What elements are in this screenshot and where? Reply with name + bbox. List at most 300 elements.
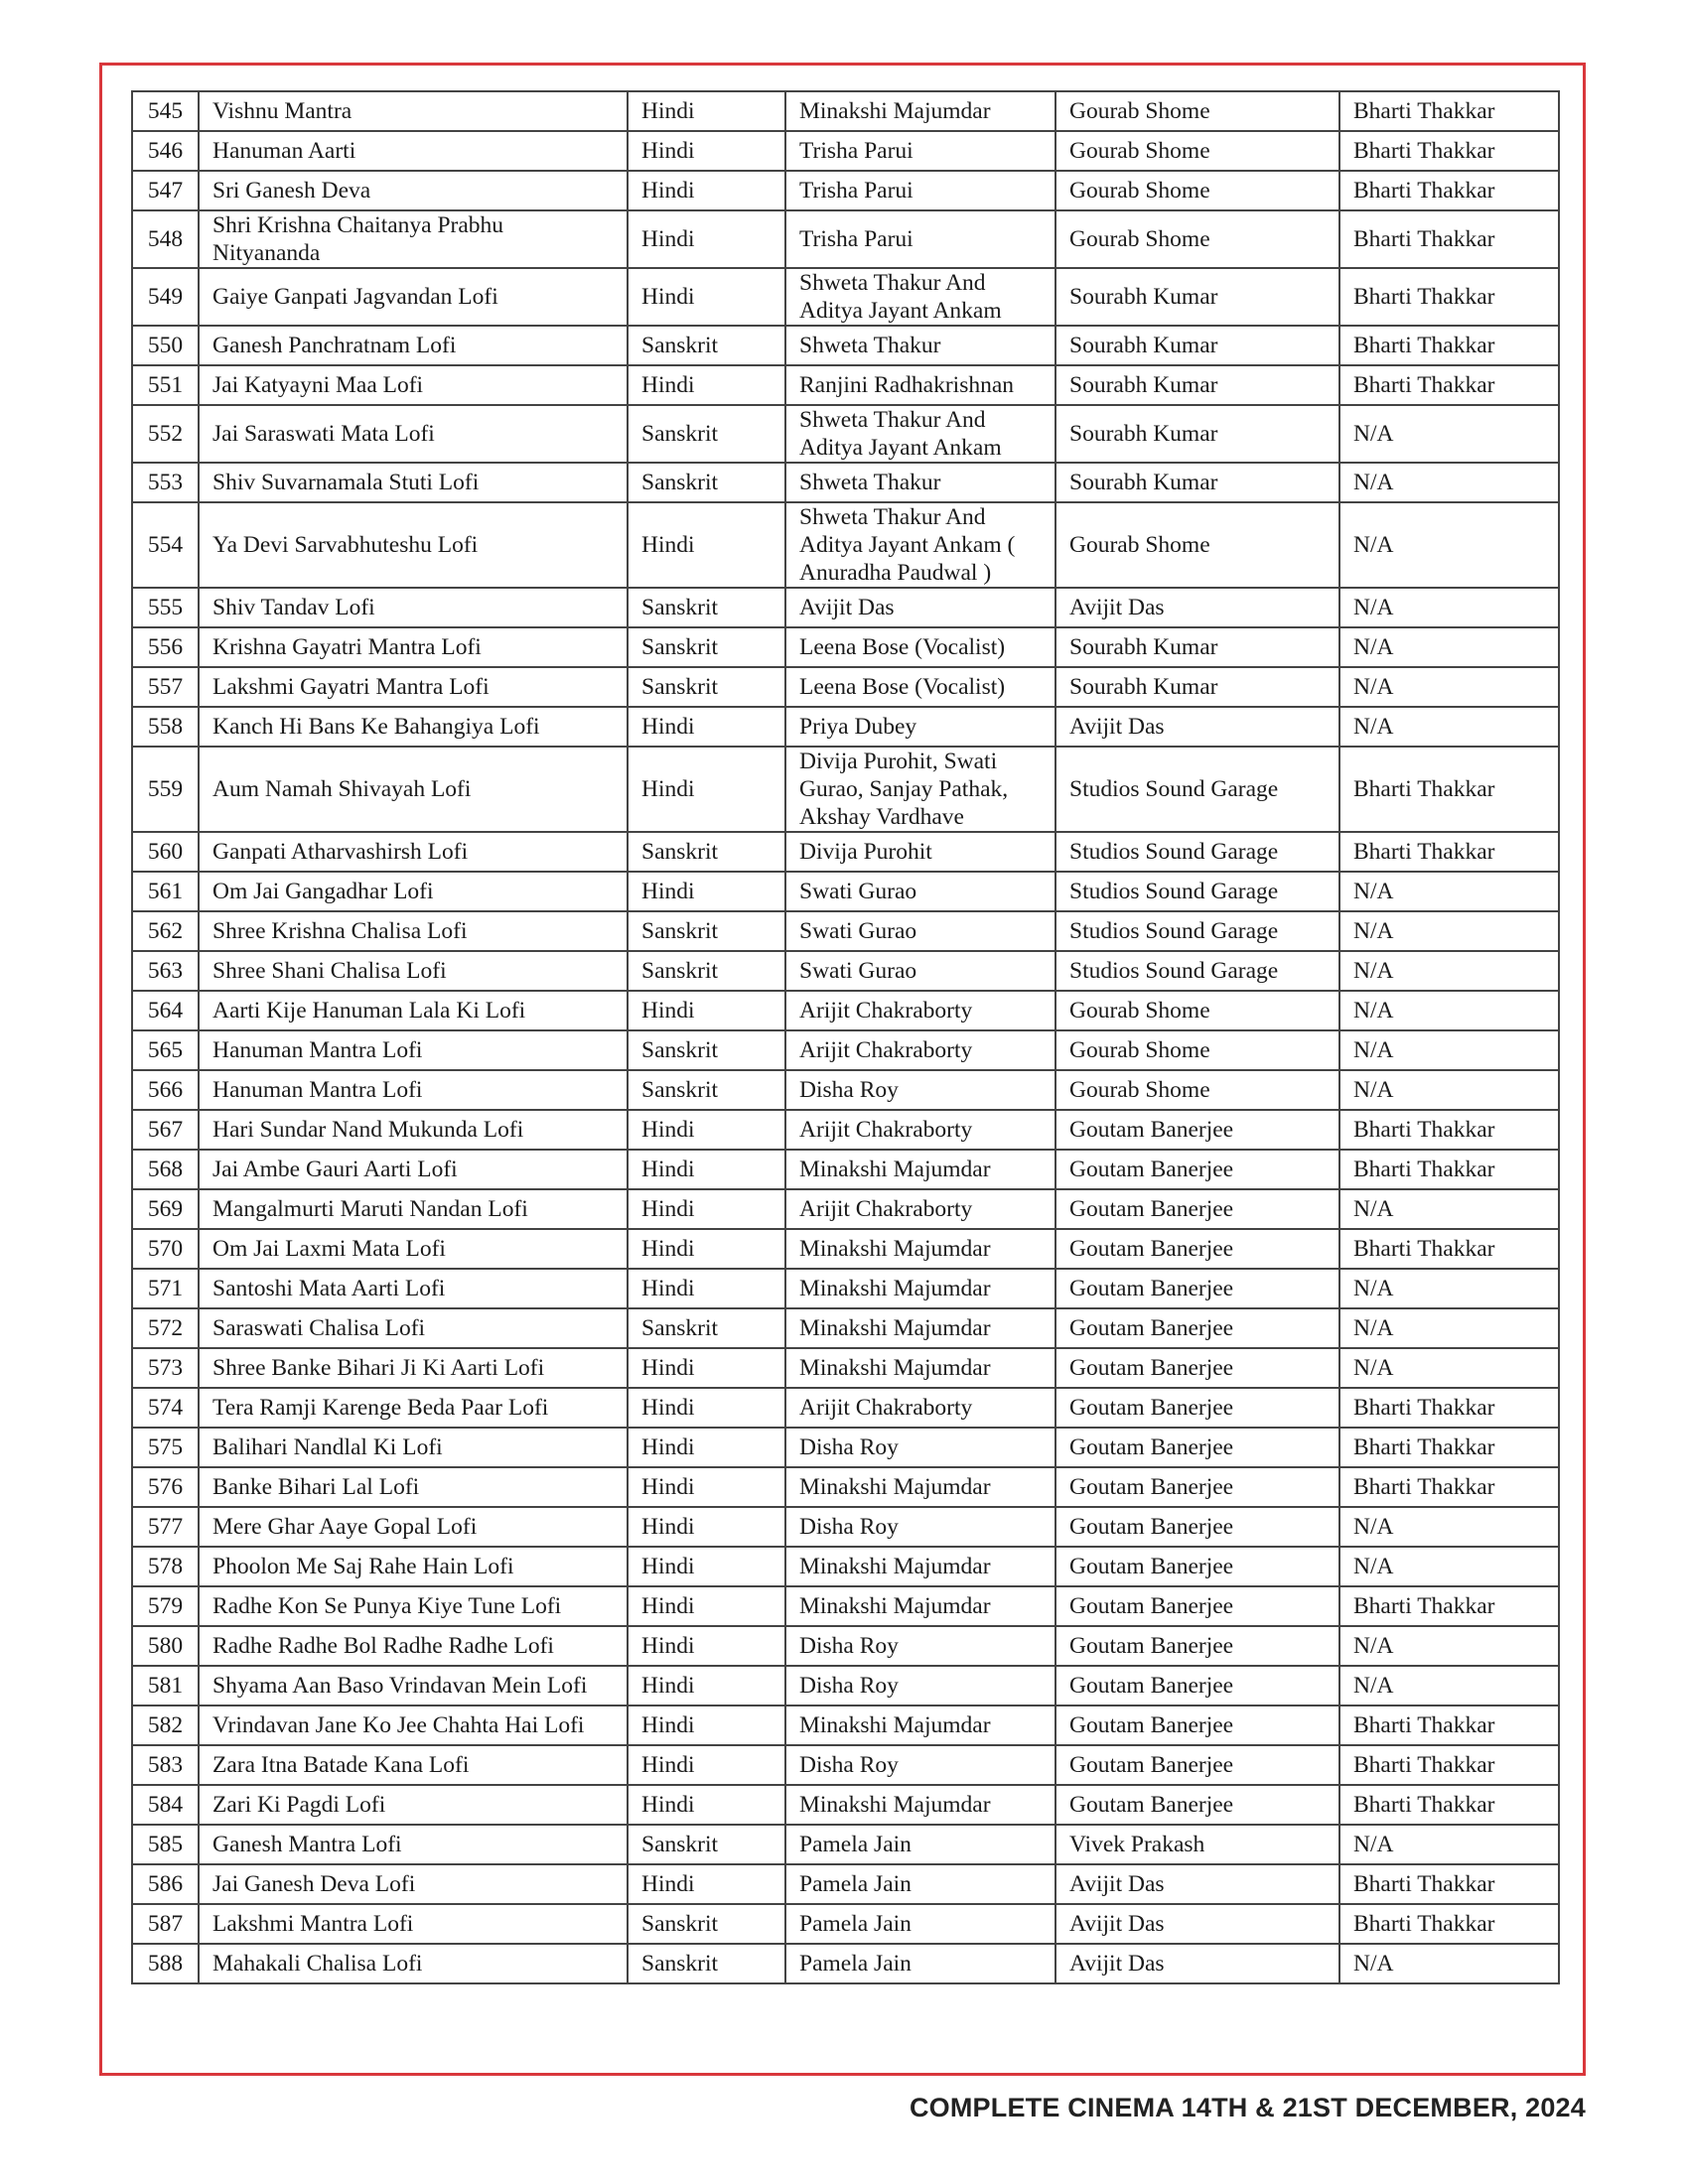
table-row bbox=[132, 365, 1559, 405]
language-cell: Sanskrit bbox=[628, 588, 785, 627]
song-title-cell: Jai Ganesh Deva Lofi bbox=[199, 1864, 628, 1904]
lyricist-cell: N/A bbox=[1339, 1626, 1559, 1666]
singer-cell: Leena Bose (Vocalist) bbox=[785, 627, 1055, 667]
table-row bbox=[132, 1388, 1559, 1428]
music-director-cell: Goutam Banerjee bbox=[1055, 1666, 1339, 1706]
singer-cell: Disha Roy bbox=[785, 1070, 1055, 1110]
music-director-cell: Sourabh Kumar bbox=[1055, 326, 1339, 365]
song-title-cell: Zari Ki Pagdi Lofi bbox=[199, 1785, 628, 1825]
language-cell: Sanskrit bbox=[628, 405, 785, 463]
language-cell: Hindi bbox=[628, 268, 785, 326]
music-director-cell: Sourabh Kumar bbox=[1055, 405, 1339, 463]
language-cell: Hindi bbox=[628, 1467, 785, 1507]
table-row bbox=[132, 991, 1559, 1030]
table-row bbox=[132, 91, 1559, 131]
singer-cell: Minakshi Majumdar bbox=[785, 1229, 1055, 1269]
language-cell: Sanskrit bbox=[628, 463, 785, 502]
language-cell: Hindi bbox=[628, 502, 785, 588]
language-cell: Hindi bbox=[628, 1229, 785, 1269]
table-row bbox=[132, 463, 1559, 502]
language-cell: Hindi bbox=[628, 1626, 785, 1666]
singer-cell: Trisha Parui bbox=[785, 131, 1055, 171]
language-cell: Sanskrit bbox=[628, 832, 785, 872]
serial-number-cell: 585 bbox=[132, 1825, 199, 1864]
serial-number-cell: 581 bbox=[132, 1666, 199, 1706]
music-director-cell: Studios Sound Garage bbox=[1055, 951, 1339, 991]
serial-number-cell: 563 bbox=[132, 951, 199, 991]
lyricist-cell: N/A bbox=[1339, 1348, 1559, 1388]
table-row bbox=[132, 588, 1559, 627]
music-director-cell: Gourab Shome bbox=[1055, 91, 1339, 131]
song-title-cell: Krishna Gayatri Mantra Lofi bbox=[199, 627, 628, 667]
music-director-cell: Avijit Das bbox=[1055, 1944, 1339, 1983]
serial-number-cell: 573 bbox=[132, 1348, 199, 1388]
table-row bbox=[132, 667, 1559, 707]
singer-cell: Minakshi Majumdar bbox=[785, 1785, 1055, 1825]
music-director-cell: Studios Sound Garage bbox=[1055, 911, 1339, 951]
language-cell: Hindi bbox=[628, 1269, 785, 1308]
lyricist-cell: N/A bbox=[1339, 1189, 1559, 1229]
serial-number-cell: 584 bbox=[132, 1785, 199, 1825]
singer-cell: Arijit Chakraborty bbox=[785, 1189, 1055, 1229]
lyricist-cell: Bharti Thakkar bbox=[1339, 91, 1559, 131]
table-row bbox=[132, 951, 1559, 991]
table-row bbox=[132, 326, 1559, 365]
lyricist-cell: N/A bbox=[1339, 1070, 1559, 1110]
lyricist-cell: Bharti Thakkar bbox=[1339, 1467, 1559, 1507]
music-director-cell: Sourabh Kumar bbox=[1055, 667, 1339, 707]
singer-cell: Shweta Thakur And Aditya Jayant Ankam bbox=[785, 268, 1055, 326]
language-cell: Sanskrit bbox=[628, 951, 785, 991]
song-title-cell: Balihari Nandlal Ki Lofi bbox=[199, 1428, 628, 1467]
table-row bbox=[132, 1428, 1559, 1467]
language-cell: Hindi bbox=[628, 991, 785, 1030]
lyricist-cell: N/A bbox=[1339, 463, 1559, 502]
serial-number-cell: 560 bbox=[132, 832, 199, 872]
lyricist-cell: Bharti Thakkar bbox=[1339, 1229, 1559, 1269]
song-title-cell: Shree Krishna Chalisa Lofi bbox=[199, 911, 628, 951]
song-title-cell: Vrindavan Jane Ko Jee Chahta Hai Lofi bbox=[199, 1706, 628, 1745]
singer-cell: Trisha Parui bbox=[785, 210, 1055, 268]
lyricist-cell: N/A bbox=[1339, 707, 1559, 747]
serial-number-cell: 564 bbox=[132, 991, 199, 1030]
music-director-cell: Sourabh Kumar bbox=[1055, 463, 1339, 502]
lyricist-cell: N/A bbox=[1339, 1269, 1559, 1308]
table-row bbox=[132, 1666, 1559, 1706]
song-title-cell: Shree Banke Bihari Ji Ki Aarti Lofi bbox=[199, 1348, 628, 1388]
music-director-cell: Avijit Das bbox=[1055, 1864, 1339, 1904]
serial-number-cell: 565 bbox=[132, 1030, 199, 1070]
table-row bbox=[132, 1706, 1559, 1745]
singer-cell: Minakshi Majumdar bbox=[785, 1467, 1055, 1507]
lyricist-cell: N/A bbox=[1339, 1666, 1559, 1706]
singer-cell: Avijit Das bbox=[785, 588, 1055, 627]
music-director-cell: Sourabh Kumar bbox=[1055, 268, 1339, 326]
language-cell: Hindi bbox=[628, 91, 785, 131]
lyricist-cell: Bharti Thakkar bbox=[1339, 365, 1559, 405]
singer-cell: Minakshi Majumdar bbox=[785, 1348, 1055, 1388]
serial-number-cell: 558 bbox=[132, 707, 199, 747]
language-cell: Sanskrit bbox=[628, 627, 785, 667]
language-cell: Hindi bbox=[628, 1150, 785, 1189]
language-cell: Sanskrit bbox=[628, 1904, 785, 1944]
language-cell: Hindi bbox=[628, 1507, 785, 1547]
singer-cell: Priya Dubey bbox=[785, 707, 1055, 747]
music-director-cell: Goutam Banerjee bbox=[1055, 1348, 1339, 1388]
song-title-cell: Hanuman Mantra Lofi bbox=[199, 1070, 628, 1110]
serial-number-cell: 550 bbox=[132, 326, 199, 365]
table-row bbox=[132, 268, 1559, 326]
song-title-cell: Shree Shani Chalisa Lofi bbox=[199, 951, 628, 991]
music-director-cell: Studios Sound Garage bbox=[1055, 747, 1339, 832]
singer-cell: Disha Roy bbox=[785, 1428, 1055, 1467]
singer-cell: Minakshi Majumdar bbox=[785, 91, 1055, 131]
song-title-cell: Mahakali Chalisa Lofi bbox=[199, 1944, 628, 1983]
lyricist-cell: N/A bbox=[1339, 1030, 1559, 1070]
table-row bbox=[132, 1467, 1559, 1507]
table-row bbox=[132, 1308, 1559, 1348]
song-title-cell: Lakshmi Mantra Lofi bbox=[199, 1904, 628, 1944]
language-cell: Hindi bbox=[628, 131, 785, 171]
singer-cell: Arijit Chakraborty bbox=[785, 991, 1055, 1030]
singer-cell: Shweta Thakur And Aditya Jayant Ankam bbox=[785, 405, 1055, 463]
lyricist-cell: N/A bbox=[1339, 667, 1559, 707]
song-title-cell: Radhe Kon Se Punya Kiye Tune Lofi bbox=[199, 1586, 628, 1626]
lyricist-cell: N/A bbox=[1339, 1308, 1559, 1348]
table-row bbox=[132, 131, 1559, 171]
language-cell: Sanskrit bbox=[628, 1070, 785, 1110]
music-director-cell: Gourab Shome bbox=[1055, 171, 1339, 210]
music-director-cell: Goutam Banerjee bbox=[1055, 1745, 1339, 1785]
song-title-cell: Shri Krishna Chaitanya Prabhu Nityananda bbox=[199, 210, 628, 268]
song-title-cell: Kanch Hi Bans Ke Bahangiya Lofi bbox=[199, 707, 628, 747]
language-cell: Sanskrit bbox=[628, 1825, 785, 1864]
singer-cell: Shweta Thakur And Aditya Jayant Ankam ( Anuradha Paudwal ) bbox=[785, 502, 1055, 588]
song-title-cell: Ganpati Atharvashirsh Lofi bbox=[199, 832, 628, 872]
lyricist-cell: N/A bbox=[1339, 1944, 1559, 1983]
serial-number-cell: 574 bbox=[132, 1388, 199, 1428]
language-cell: Hindi bbox=[628, 1428, 785, 1467]
serial-number-cell: 578 bbox=[132, 1547, 199, 1586]
music-director-cell: Gourab Shome bbox=[1055, 1070, 1339, 1110]
table-row bbox=[132, 1269, 1559, 1308]
serial-number-cell: 546 bbox=[132, 131, 199, 171]
song-title-cell: Ganesh Panchratnam Lofi bbox=[199, 326, 628, 365]
table-row bbox=[132, 1070, 1559, 1110]
singer-cell: Disha Roy bbox=[785, 1626, 1055, 1666]
serial-number-cell: 559 bbox=[132, 747, 199, 832]
music-director-cell: Gourab Shome bbox=[1055, 210, 1339, 268]
lyricist-cell: Bharti Thakkar bbox=[1339, 326, 1559, 365]
song-title-cell: Santoshi Mata Aarti Lofi bbox=[199, 1269, 628, 1308]
singer-cell: Pamela Jain bbox=[785, 1944, 1055, 1983]
language-cell: Hindi bbox=[628, 1388, 785, 1428]
serial-number-cell: 569 bbox=[132, 1189, 199, 1229]
lyricist-cell: Bharti Thakkar bbox=[1339, 210, 1559, 268]
song-title-cell: Ganesh Mantra Lofi bbox=[199, 1825, 628, 1864]
table-row bbox=[132, 1785, 1559, 1825]
song-title-cell: Radhe Radhe Bol Radhe Radhe Lofi bbox=[199, 1626, 628, 1666]
serial-number-cell: 582 bbox=[132, 1706, 199, 1745]
singer-cell: Disha Roy bbox=[785, 1507, 1055, 1547]
song-title-cell: Jai Saraswati Mata Lofi bbox=[199, 405, 628, 463]
serial-number-cell: 577 bbox=[132, 1507, 199, 1547]
language-cell: Sanskrit bbox=[628, 911, 785, 951]
music-director-cell: Goutam Banerjee bbox=[1055, 1706, 1339, 1745]
music-director-cell: Goutam Banerjee bbox=[1055, 1785, 1339, 1825]
serial-number-cell: 566 bbox=[132, 1070, 199, 1110]
singer-cell: Pamela Jain bbox=[785, 1864, 1055, 1904]
song-title-cell: Shiv Tandav Lofi bbox=[199, 588, 628, 627]
song-title-cell: Ya Devi Sarvabhuteshu Lofi bbox=[199, 502, 628, 588]
serial-number-cell: 572 bbox=[132, 1308, 199, 1348]
singer-cell: Minakshi Majumdar bbox=[785, 1269, 1055, 1308]
lyricist-cell: Bharti Thakkar bbox=[1339, 1864, 1559, 1904]
singer-cell: Ranjini Radhakrishnan bbox=[785, 365, 1055, 405]
language-cell: Hindi bbox=[628, 1586, 785, 1626]
serial-number-cell: 580 bbox=[132, 1626, 199, 1666]
music-director-cell: Goutam Banerjee bbox=[1055, 1150, 1339, 1189]
serial-number-cell: 556 bbox=[132, 627, 199, 667]
language-cell: Hindi bbox=[628, 1864, 785, 1904]
serial-number-cell: 548 bbox=[132, 210, 199, 268]
language-cell: Hindi bbox=[628, 1745, 785, 1785]
serial-number-cell: 555 bbox=[132, 588, 199, 627]
lyricist-cell: Bharti Thakkar bbox=[1339, 1904, 1559, 1944]
lyricist-cell: Bharti Thakkar bbox=[1339, 1706, 1559, 1745]
singer-cell: Shweta Thakur bbox=[785, 326, 1055, 365]
music-director-cell: Goutam Banerjee bbox=[1055, 1388, 1339, 1428]
music-director-cell: Avijit Das bbox=[1055, 1904, 1339, 1944]
table-row bbox=[132, 405, 1559, 463]
singer-cell: Trisha Parui bbox=[785, 171, 1055, 210]
serial-number-cell: 588 bbox=[132, 1944, 199, 1983]
serial-number-cell: 562 bbox=[132, 911, 199, 951]
music-director-cell: Studios Sound Garage bbox=[1055, 832, 1339, 872]
song-title-cell: Hanuman Mantra Lofi bbox=[199, 1030, 628, 1070]
language-cell: Sanskrit bbox=[628, 1030, 785, 1070]
language-cell: Sanskrit bbox=[628, 326, 785, 365]
song-title-cell: Tera Ramji Karenge Beda Paar Lofi bbox=[199, 1388, 628, 1428]
singer-cell: Minakshi Majumdar bbox=[785, 1547, 1055, 1586]
song-title-cell: Om Jai Laxmi Mata Lofi bbox=[199, 1229, 628, 1269]
singer-cell: Arijit Chakraborty bbox=[785, 1030, 1055, 1070]
singer-cell: Disha Roy bbox=[785, 1666, 1055, 1706]
song-title-cell: Gaiye Ganpati Jagvandan Lofi bbox=[199, 268, 628, 326]
music-director-cell: Goutam Banerjee bbox=[1055, 1110, 1339, 1150]
table-row bbox=[132, 747, 1559, 832]
music-director-cell: Vivek Prakash bbox=[1055, 1825, 1339, 1864]
table-row bbox=[132, 1745, 1559, 1785]
singer-cell: Minakshi Majumdar bbox=[785, 1150, 1055, 1189]
serial-number-cell: 561 bbox=[132, 872, 199, 911]
song-title-cell: Zara Itna Batade Kana Lofi bbox=[199, 1745, 628, 1785]
singer-cell: Arijit Chakraborty bbox=[785, 1388, 1055, 1428]
table-row bbox=[132, 171, 1559, 210]
music-director-cell: Goutam Banerjee bbox=[1055, 1308, 1339, 1348]
music-director-cell: Avijit Das bbox=[1055, 588, 1339, 627]
music-director-cell: Goutam Banerjee bbox=[1055, 1428, 1339, 1467]
song-title-cell: Hanuman Aarti bbox=[199, 131, 628, 171]
music-director-cell: Goutam Banerjee bbox=[1055, 1269, 1339, 1308]
table-row bbox=[132, 1944, 1559, 1983]
lyricist-cell: Bharti Thakkar bbox=[1339, 1150, 1559, 1189]
lyricist-cell: Bharti Thakkar bbox=[1339, 832, 1559, 872]
singer-cell: Minakshi Majumdar bbox=[785, 1706, 1055, 1745]
song-title-cell: Lakshmi Gayatri Mantra Lofi bbox=[199, 667, 628, 707]
lyricist-cell: Bharti Thakkar bbox=[1339, 1388, 1559, 1428]
song-title-cell: Hari Sundar Nand Mukunda Lofi bbox=[199, 1110, 628, 1150]
singer-cell: Pamela Jain bbox=[785, 1904, 1055, 1944]
music-director-cell: Goutam Banerjee bbox=[1055, 1229, 1339, 1269]
singer-cell: Swati Gurao bbox=[785, 951, 1055, 991]
serial-number-cell: 552 bbox=[132, 405, 199, 463]
table-row bbox=[132, 1864, 1559, 1904]
music-director-cell: Sourabh Kumar bbox=[1055, 627, 1339, 667]
music-director-cell: Goutam Banerjee bbox=[1055, 1586, 1339, 1626]
lyricist-cell: Bharti Thakkar bbox=[1339, 747, 1559, 832]
table-row bbox=[132, 210, 1559, 268]
table-row bbox=[132, 1626, 1559, 1666]
singer-cell: Arijit Chakraborty bbox=[785, 1110, 1055, 1150]
language-cell: Hindi bbox=[628, 1785, 785, 1825]
serial-number-cell: 571 bbox=[132, 1269, 199, 1308]
table-row bbox=[132, 1507, 1559, 1547]
language-cell: Hindi bbox=[628, 210, 785, 268]
table-row bbox=[132, 1904, 1559, 1944]
language-cell: Hindi bbox=[628, 1189, 785, 1229]
serial-number-cell: 545 bbox=[132, 91, 199, 131]
lyricist-cell: N/A bbox=[1339, 872, 1559, 911]
language-cell: Hindi bbox=[628, 1348, 785, 1388]
lyricist-cell: N/A bbox=[1339, 405, 1559, 463]
serial-number-cell: 557 bbox=[132, 667, 199, 707]
song-title-cell: Om Jai Gangadhar Lofi bbox=[199, 872, 628, 911]
serial-number-cell: 568 bbox=[132, 1150, 199, 1189]
singer-cell: Leena Bose (Vocalist) bbox=[785, 667, 1055, 707]
lyricist-cell: Bharti Thakkar bbox=[1339, 1586, 1559, 1626]
singer-cell: Swati Gurao bbox=[785, 872, 1055, 911]
serial-number-cell: 583 bbox=[132, 1745, 199, 1785]
language-cell: Hindi bbox=[628, 365, 785, 405]
footer-publication-line: COMPLETE CINEMA 14TH & 21ST DECEMBER, 2024 bbox=[909, 2093, 1586, 2122]
lyricist-cell: N/A bbox=[1339, 911, 1559, 951]
singer-cell: Minakshi Majumdar bbox=[785, 1586, 1055, 1626]
music-director-cell: Goutam Banerjee bbox=[1055, 1547, 1339, 1586]
song-title-cell: Jai Ambe Gauri Aarti Lofi bbox=[199, 1150, 628, 1189]
lyricist-cell: Bharti Thakkar bbox=[1339, 1110, 1559, 1150]
song-title-cell: Phoolon Me Saj Rahe Hain Lofi bbox=[199, 1547, 628, 1586]
song-title-cell: Mangalmurti Maruti Nandan Lofi bbox=[199, 1189, 628, 1229]
table-row bbox=[132, 502, 1559, 588]
music-director-cell: Gourab Shome bbox=[1055, 1030, 1339, 1070]
language-cell: Hindi bbox=[628, 171, 785, 210]
singer-cell: Minakshi Majumdar bbox=[785, 1308, 1055, 1348]
table-row bbox=[132, 1110, 1559, 1150]
singer-cell: Swati Gurao bbox=[785, 911, 1055, 951]
table-row bbox=[132, 707, 1559, 747]
music-director-cell: Gourab Shome bbox=[1055, 991, 1339, 1030]
music-director-cell: Avijit Das bbox=[1055, 707, 1339, 747]
serial-number-cell: 587 bbox=[132, 1904, 199, 1944]
music-director-cell: Gourab Shome bbox=[1055, 131, 1339, 171]
serial-number-cell: 576 bbox=[132, 1467, 199, 1507]
music-director-cell: Goutam Banerjee bbox=[1055, 1189, 1339, 1229]
table-row bbox=[132, 627, 1559, 667]
lyricist-cell: N/A bbox=[1339, 991, 1559, 1030]
lyricist-cell: Bharti Thakkar bbox=[1339, 1745, 1559, 1785]
lyricist-cell: N/A bbox=[1339, 502, 1559, 588]
song-title-cell: Aum Namah Shivayah Lofi bbox=[199, 747, 628, 832]
table-row bbox=[132, 872, 1559, 911]
language-cell: Sanskrit bbox=[628, 1944, 785, 1983]
language-cell: Hindi bbox=[628, 1110, 785, 1150]
table-row bbox=[132, 1030, 1559, 1070]
music-director-cell: Sourabh Kumar bbox=[1055, 365, 1339, 405]
language-cell: Hindi bbox=[628, 707, 785, 747]
song-title-cell: Sri Ganesh Deva bbox=[199, 171, 628, 210]
song-title-cell: Aarti Kije Hanuman Lala Ki Lofi bbox=[199, 991, 628, 1030]
music-director-cell: Goutam Banerjee bbox=[1055, 1507, 1339, 1547]
song-table-body bbox=[132, 91, 1559, 1983]
table-row bbox=[132, 832, 1559, 872]
song-title-cell: Jai Katyayni Maa Lofi bbox=[199, 365, 628, 405]
serial-number-cell: 554 bbox=[132, 502, 199, 588]
song-title-cell: Shyama Aan Baso Vrindavan Mein Lofi bbox=[199, 1666, 628, 1706]
lyricist-cell: N/A bbox=[1339, 1825, 1559, 1864]
song-title-cell: Mere Ghar Aaye Gopal Lofi bbox=[199, 1507, 628, 1547]
language-cell: Hindi bbox=[628, 1666, 785, 1706]
serial-number-cell: 586 bbox=[132, 1864, 199, 1904]
song-table bbox=[131, 90, 1560, 1984]
music-director-cell: Goutam Banerjee bbox=[1055, 1467, 1339, 1507]
table-row bbox=[132, 911, 1559, 951]
table-row bbox=[132, 1825, 1559, 1864]
table-row bbox=[132, 1348, 1559, 1388]
song-title-cell: Saraswati Chalisa Lofi bbox=[199, 1308, 628, 1348]
song-title-cell: Shiv Suvarnamala Stuti Lofi bbox=[199, 463, 628, 502]
serial-number-cell: 567 bbox=[132, 1110, 199, 1150]
music-director-cell: Studios Sound Garage bbox=[1055, 872, 1339, 911]
lyricist-cell: Bharti Thakkar bbox=[1339, 1785, 1559, 1825]
language-cell: Hindi bbox=[628, 1547, 785, 1586]
lyricist-cell: Bharti Thakkar bbox=[1339, 268, 1559, 326]
music-director-cell: Gourab Shome bbox=[1055, 502, 1339, 588]
serial-number-cell: 549 bbox=[132, 268, 199, 326]
language-cell: Hindi bbox=[628, 872, 785, 911]
table-row bbox=[132, 1150, 1559, 1189]
serial-number-cell: 547 bbox=[132, 171, 199, 210]
serial-number-cell: 575 bbox=[132, 1428, 199, 1467]
language-cell: Sanskrit bbox=[628, 1308, 785, 1348]
table-row bbox=[132, 1189, 1559, 1229]
song-title-cell: Vishnu Mantra bbox=[199, 91, 628, 131]
song-title-cell: Banke Bihari Lal Lofi bbox=[199, 1467, 628, 1507]
lyricist-cell: N/A bbox=[1339, 951, 1559, 991]
lyricist-cell: Bharti Thakkar bbox=[1339, 1428, 1559, 1467]
language-cell: Hindi bbox=[628, 1706, 785, 1745]
table-row bbox=[132, 1229, 1559, 1269]
language-cell: Sanskrit bbox=[628, 667, 785, 707]
singer-cell: Pamela Jain bbox=[785, 1825, 1055, 1864]
singer-cell: Disha Roy bbox=[785, 1745, 1055, 1785]
music-director-cell: Goutam Banerjee bbox=[1055, 1626, 1339, 1666]
singer-cell: Divija Purohit bbox=[785, 832, 1055, 872]
serial-number-cell: 553 bbox=[132, 463, 199, 502]
serial-number-cell: 551 bbox=[132, 365, 199, 405]
lyricist-cell: N/A bbox=[1339, 1507, 1559, 1547]
lyricist-cell: N/A bbox=[1339, 588, 1559, 627]
